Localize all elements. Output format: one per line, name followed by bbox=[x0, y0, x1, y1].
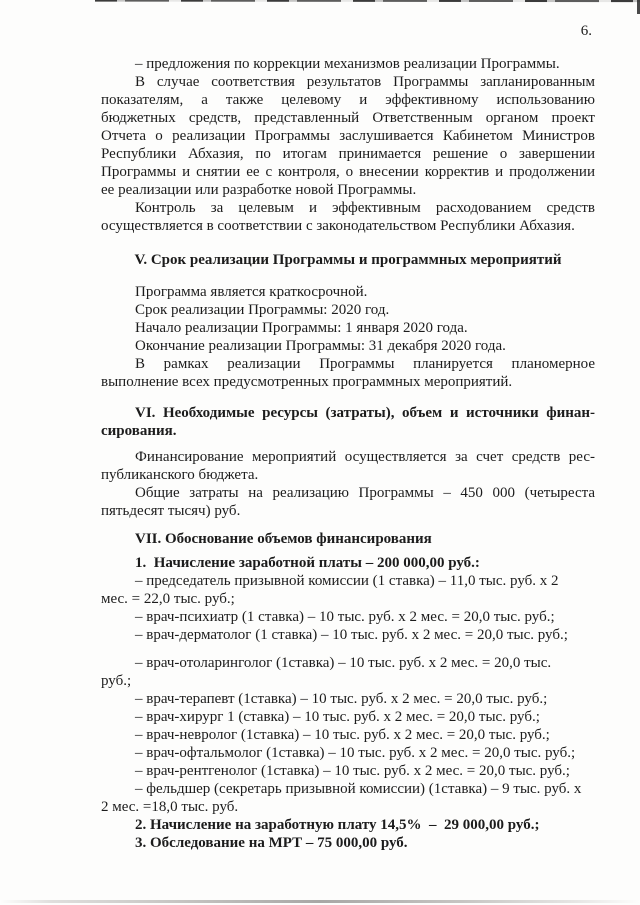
text-line: Начало реализации Программы: 1 января 2020 года. bbox=[135, 320, 468, 336]
text-line: – предложения по коррекции механизмов реализации Программы. bbox=[135, 56, 560, 72]
list-item bbox=[101, 690, 595, 708]
text-line: – врач-хирург 1 (ставка) – 10 тыс. руб. х 2 мес. = 20,0 тыс. руб.; bbox=[135, 709, 540, 725]
text-line: В случае соответствия результатов Программы запланированным bbox=[135, 74, 595, 90]
text-line: Финансирование мероприятий осуществляется за счет средств рес- bbox=[135, 449, 595, 465]
list-item bbox=[101, 626, 595, 644]
bold-item-1 bbox=[101, 554, 595, 572]
text-line: – врач-невролог (1ставка) – 10 тыс. руб. х 2 мес. = 20,0 тыс. руб.; bbox=[135, 727, 550, 743]
list-item bbox=[101, 608, 595, 626]
text-line: 3. Обследование на МРТ – 75 000,00 руб. bbox=[135, 835, 408, 851]
text-line: ее реализации или разработке новой Программы. bbox=[101, 182, 417, 198]
text-line: – врач-психиатр (1 ставка) – 10 тыс. руб. х 2 мес. = 20,0 тыс. руб.; bbox=[135, 609, 555, 625]
text-line: Общие затраты на реализацию Программы – 450 000 (четыреста bbox=[135, 485, 595, 501]
text-line: В рамках реализации Программы планируется планомерное bbox=[135, 356, 595, 372]
text-line: руб.; bbox=[101, 673, 132, 689]
text-line: осуществляется в соответствии с законодательством Республики Абхазия. bbox=[101, 218, 575, 234]
text-line: – врач-рентгенолог (1ставка) – 10 тыс. руб. х 2 мес. = 20,0 тыс. руб.; bbox=[135, 763, 570, 779]
section-heading-v bbox=[101, 251, 595, 269]
bold-item-3 bbox=[101, 834, 595, 852]
list-item bbox=[101, 780, 595, 816]
paragraph bbox=[101, 199, 595, 235]
text-line: – врач-офтальмолог (1ставка) – 10 тыс. руб. х 2 мес. = 20,0 тыс. руб.; bbox=[135, 745, 576, 761]
text-line: Контроль за целевым и эффективным расходованием средств bbox=[135, 200, 595, 216]
paragraph bbox=[101, 448, 595, 484]
text-line: – врач-терапевт (1ставка) – 10 тыс. руб. х 2 мес. = 20,0 тыс. руб.; bbox=[135, 691, 548, 707]
section-heading-vi bbox=[101, 404, 595, 440]
paragraph bbox=[101, 355, 595, 391]
list-item bbox=[101, 654, 595, 690]
paragraph bbox=[101, 484, 595, 520]
paragraph-group bbox=[101, 283, 595, 355]
text-line: 2 мес. =18,0 тыс. руб. bbox=[101, 799, 239, 815]
text-line: – председатель призывной комиссии (1 ставка) – 11,0 тыс. руб. х 2 bbox=[135, 573, 559, 589]
text-line: бюджетных средств, представленный Ответственным органом проект bbox=[101, 110, 595, 126]
text-line: показателям, а также целевому и эффективному использованию bbox=[101, 92, 595, 108]
text-line: VI. Необходимые ресурсы (затраты), объем и источники финан- bbox=[135, 405, 595, 421]
text-line: V. Срок реализации Программы и программных мероприятий bbox=[134, 252, 562, 268]
list-item bbox=[101, 744, 595, 762]
text-line: Республики Абхазия, по итогам принимается решение о завершении bbox=[101, 146, 595, 162]
text-line: – врач-отоларинголог (1ставка) – 10 тыс. руб. х 2 мес. = 20,0 тыс. bbox=[135, 655, 552, 671]
list-item bbox=[101, 762, 595, 780]
scan-artifact-bottom-edge bbox=[0, 900, 640, 903]
text-line: Программы и снятии ее с контроля, о внесении корректив и продолжении bbox=[101, 164, 595, 180]
text-line: VII. Обоснование объемов финансирования bbox=[135, 531, 432, 547]
text-line: публиканского бюджета. bbox=[101, 467, 259, 483]
text-line: Срок реализации Программы: 2020 год. bbox=[135, 302, 390, 318]
list-item bbox=[101, 726, 595, 744]
text-line: выполнение всех предусмотренных программных мероприятий. bbox=[101, 374, 513, 390]
paragraph bbox=[101, 73, 595, 199]
text-line: пятьдесят тысяч) руб. bbox=[101, 503, 241, 519]
text-line: мес. = 22,0 тыс. руб.; bbox=[101, 591, 235, 607]
text-line: Отчета о реализации Программы заслушивается Кабинетом Министров bbox=[101, 128, 595, 144]
text-line: Программа является краткосрочной. bbox=[135, 284, 368, 300]
text-line: сирования. bbox=[101, 423, 177, 439]
text-line: – врач-дерматолог (1 ставка) – 10 тыс. руб. х 2 мес. = 20,0 тыс. руб.; bbox=[135, 627, 568, 643]
section-heading-vii bbox=[101, 530, 595, 548]
text-line: Окончание реализации Программы: 31 декабря 2020 года. bbox=[135, 338, 506, 354]
page-number: 6. bbox=[580, 23, 592, 39]
text-line: – фельдшер (секретарь призывной комиссии) (1ставка) – 9 тыс. руб. х bbox=[135, 781, 582, 797]
list-item bbox=[101, 572, 595, 608]
list-item bbox=[101, 708, 595, 726]
paragraph bbox=[101, 55, 595, 73]
bold-item-2 bbox=[101, 816, 595, 834]
text-line: 2. Начисление на заработную плату 14,5% – 29 000,00 руб.; bbox=[135, 817, 540, 833]
text-line: 1. Начисление заработной платы – 200 000,00 руб.: bbox=[135, 555, 480, 571]
